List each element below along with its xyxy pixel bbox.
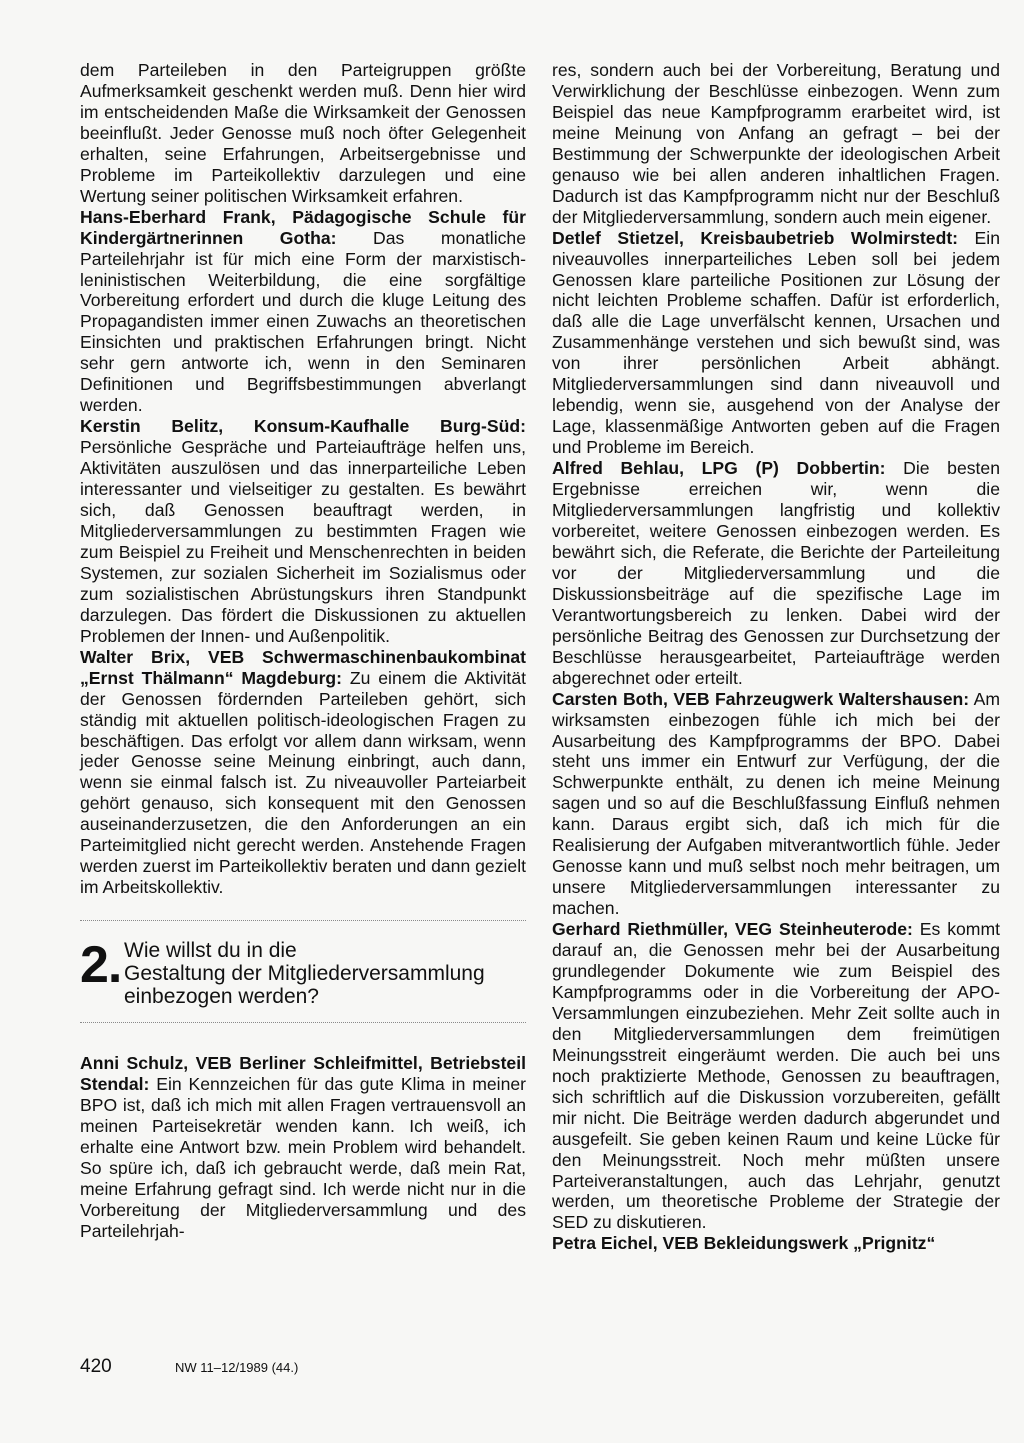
speaker-name: Petra Eichel, VEB Bekleidungswerk „Prignitz“ xyxy=(552,1233,936,1254)
question-line: Gestaltung der Mitgliederversammlung xyxy=(124,962,485,986)
interview-entry xyxy=(552,1233,1000,1254)
interview-entry xyxy=(80,207,526,417)
speaker-name: Alfred Behlau, LPG (P) Dobbertin: xyxy=(552,458,886,479)
entry-text: Zu einem die Aktivität der Genossen fördernden Parteileben gehört, sich ständig mit aktuellen politisch-ideologischen Fragen zu beschäftigen. Das erfolgt vor allem dann wirksam, wenn jeder Genosse seine Meinung einbringt, auch dann, wenn sie einmal falsch ist. Zu niveauvoller Parteiarbeit gehört genauso, sich konsequent mit den Genossen auseinanderzusetzen, die den Anforderungen an ein Parteimitglied nicht gerecht werden. Anstehende Fragen werden zuerst im Parteikollektiv beraten und dann gezielt im Arbeitskollektiv. xyxy=(80,667,526,898)
speaker-name: Hans-Eberhard Frank, Pädagogische Schule für Kindergärtnerinnen Gotha: xyxy=(80,206,526,248)
dotted-divider xyxy=(80,1022,526,1023)
paragraph: dem Parteileben in den Parteigruppen größte Aufmerksamkeit geschenkt werden muß. Denn hier wird im entscheidenden Maße die Wirksamkeit der Genossen beeinflußt. Jeder Genosse muß noch öfter Gelegenheit erhalten, seine Erfahrungen, Arbeitsergebnisse und Probleme im Parteikollektiv darzulegen und eine Wertung seiner politischen Wirksamkeit erfahren. xyxy=(80,60,526,206)
interview-entry xyxy=(552,919,1000,1233)
entry-text: Persönliche Gespräche und Parteiaufträge helfen uns, Aktivitäten auszulösen und das innerparteiliche Leben interessanter und vielseitiger zu gestalten. Es bewährt sich, daß Genossen beauftragt werden, in Mitgliederversammlungen zu bestimmten Fragen wie zum Beispiel zu Freiheit und Menschenrechten in beiden Systemen, zur sozialen Sicherheit im Sozialismus oder zum sozialistischen Abrüstungskurs ihren Standpunkt darzulegen. Das fördert die Diskussionen zu aktuellen Problemen der Innen- und Außenpolitik. xyxy=(80,437,526,646)
entry-text: Das monatliche Parteilehrjahr ist für mich eine Form der marxistisch-leninistischen Weiterbildung, die eine sorgfältige Vorbereitung erfordert und durch die kluge Leitung des Propagandisten immer einen Zuwachs an theoretischen Einsichten und praktischen Erfahrungen bringt. Nicht sehr gern antworte ich, wenn in den Seminaren Definitionen und Begriffsbestimmungen abverlangt werden. xyxy=(80,227,526,416)
speaker-name: Carsten Both, VEB Fahrzeugwerk Waltershausen: xyxy=(552,688,970,709)
right-column xyxy=(552,60,1000,1254)
speaker-name: Kerstin Belitz, Konsum-Kaufhalle Burg-Süd: xyxy=(80,416,526,437)
entry-text: Am wirksamsten einbezogen fühle ich mich bei der Ausarbeitung des Kampfprogramms der BPO. Dabei steht uns immer ein Entwurf zur Verfügung, der die Schwerpunkte enthält, zu denen ich meine Meinung sagen und so auf die Beschlußfassung Einfluß nehmen kann. Daraus ergibt sich, daß ich mich für die Realisierung der Aufgaben mitverantwortlich fühle. Jeder Genosse kann und muß selbst noch mehr beitragen, um unsere Mitgliederversammlungen interessanter zu machen. xyxy=(552,688,1000,919)
question-heading xyxy=(80,935,526,1008)
entry-text: Ein niveauvolles innerparteiliches Leben soll bei jedem Genossen klare parteiliche Positionen zur Lösung der nicht leichten Probleme schaffen. Dafür ist erforderlich, daß alle die Lage unverfälscht kennen, Ursachen und Zusammenhänge verstehen und sich bewußt sind, was von ihrer persönlichen Arbeit abhängt. Mitgliederversammlungen sind dann niveauvoll und lebendig, wenn sie, ausgehend von der Analyse der Lage, klassenmäßige Antworten geben auf die Fragen und Probleme im Bereich. xyxy=(552,227,1000,458)
speaker-name: Walter Brix, VEB Schwermaschinenbaukombinat „Ernst Thälmann“ Magdeburg: xyxy=(80,646,526,688)
interview-entry xyxy=(552,689,1000,919)
entry-text: Es kommt darauf an, die Genossen mehr bei der Ausarbeitung grundlegender Dokumente wie zum Beispiel des Kampfprogramms oder in die Vorbereitung der APO-Versammlungen einzubeziehen. Mehr Zeit sollte auch in den Mitgliederversammlungen dem freimütigen Meinungsstreit eingeräumt werden. Die auch bei uns noch praktizierte Methode, Genossen zu beauftragen, sich schriftlich auf die Diskussion vorzubereiten, gefällt mir nicht. Die Beiträge werden dadurch abgerundet und ausgefeilt. Sie geben keinen Raum und keine Lücke für den Meinungsstreit. Noch mehr müßten unsere Parteiveranstaltungen, auch das Lehrjahr, genutzt werden, um theoretische Probleme der Strategie der SED zu diskutieren. xyxy=(552,919,1001,1233)
dotted-divider xyxy=(80,920,526,921)
interview-entry xyxy=(80,416,526,646)
question-text xyxy=(124,939,485,1008)
interview-entry xyxy=(552,458,1000,688)
speaker-name: Anni Schulz, VEB Berliner Schleifmittel, Betriebsteil Stendal: xyxy=(80,1053,526,1095)
entry-text: Ein Kennzeichen für das gute Klima in meiner BPO ist, daß ich mich mit allen Fragen vertrauensvoll an meinen Parteisekretär wenden kann. Ich weiß, ich erhalte eine Antwort bzw. mein Problem wird behandelt. So spüre ich, daß ich gebraucht werde, daß mein Rat, meine Erfahrung gefragt sind. Ich werde nicht nur in die Vorbereitung der Mitgliederversammlung und des Parteilehrjah- xyxy=(80,1074,526,1241)
interview-entry xyxy=(80,647,526,898)
paragraph: res, sondern auch bei der Vorbereitung, Beratung und Verwirklichung der Beschlüsse einbezogen. Wenn zum Beispiel das neue Kampfprogramm erarbeitet wird, ist meine Meinung von Anfang an gefragt – bei der Bestimmung der Schwerpunkte der ideologischen Arbeit genauso wie bei allen anderen inhaltlichen Fragen. Dadurch ist das Kampfprogramm nicht nur der Beschluß der Mitgliederversammlung, sondern auch mein eigener. xyxy=(552,60,1000,227)
question-line: einbezogen werden? xyxy=(124,985,319,1009)
question-line: Wie willst du in die xyxy=(124,939,297,963)
question-number: 2. xyxy=(80,936,122,995)
interview-entry xyxy=(552,228,1000,458)
page-number: 420 xyxy=(80,1356,112,1377)
issue-reference: NW 11–12/1989 (44.) xyxy=(175,1360,299,1375)
speaker-name: Gerhard Riethmüller, VEG Steinheuterode: xyxy=(552,919,913,940)
speaker-name: Detlef Stietzel, Kreisbaubetrieb Wolmirstedt: xyxy=(552,227,959,248)
interview-entry xyxy=(80,1053,526,1242)
left-column xyxy=(80,60,526,1242)
page-footer xyxy=(80,1356,298,1378)
entry-text: Die besten Ergebnisse erreichen wir, wenn die Mitgliederversammlungen langfristig und kollektiv vorbereitet, weitere Genossen einbezogen werden. Es bewährt sich, die Referate, die Berichte der Parteileitung vor der Mitgliederversammlung und die Diskussionsbeiträge auf die spezifische Lage im Verantwortungsbereich zu lenken. Dabei wird der persönliche Beitrag des Genossen zur Durchsetzung der Beschlüsse herausgearbeitet, Parteiaufträge werden abgerechnet oder erteilt. xyxy=(552,458,1001,688)
